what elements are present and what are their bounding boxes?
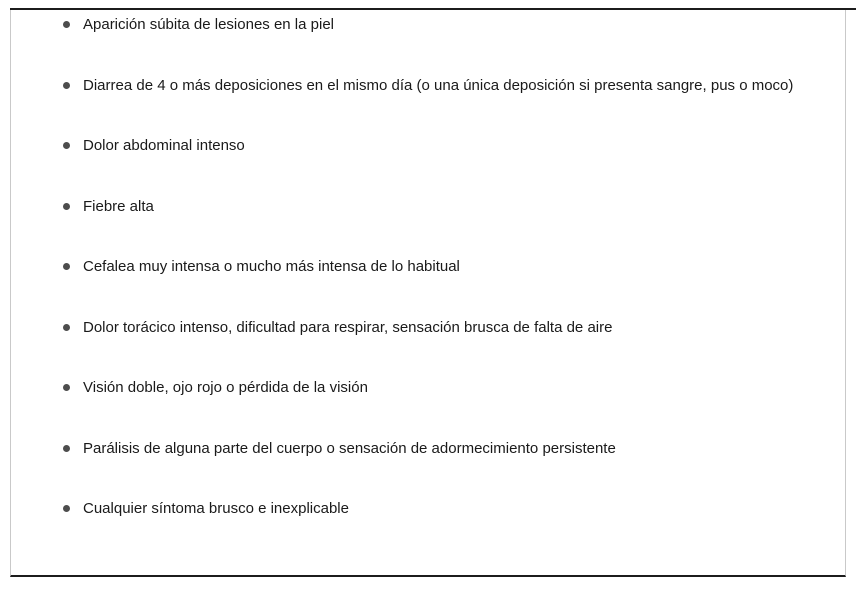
- list-item-text: Dolor torácico intenso, dificultad para respirar, sensación brusca de falta de aire: [83, 318, 613, 336]
- list-item-text: Fiebre alta: [83, 197, 154, 215]
- bullet-icon: [63, 263, 70, 270]
- list-item-text: Dolor abdominal intenso: [83, 137, 245, 154]
- list-item-text: Aparición súbita de lesiones en la piel: [83, 16, 334, 33]
- bullet-icon: [63, 445, 70, 452]
- list-item: [11, 257, 845, 277]
- list-item: [11, 197, 845, 217]
- bullet-icon: [63, 384, 70, 391]
- list-item: [11, 378, 845, 398]
- bullet-icon: [63, 324, 70, 331]
- list-item-text: Diarrea de 4 o más deposiciones en el mismo día (o una única deposición si presenta sangre, pus o moco): [83, 76, 794, 94]
- list-item: [11, 439, 845, 459]
- list-item-text: Cualquier síntoma brusco e inexplicable: [83, 500, 349, 517]
- list-item-text: Visión doble, ojo rojo o pérdida de la visión: [83, 379, 368, 396]
- bullet-icon: [63, 21, 70, 28]
- bullet-icon: [63, 82, 70, 89]
- list-item: [11, 136, 845, 156]
- list-item-text: Parálisis de alguna parte del cuerpo o sensación de adormecimiento persistente: [83, 439, 616, 457]
- symptom-list: [11, 10, 845, 519]
- list-item: [11, 499, 845, 519]
- list-item: [11, 15, 845, 35]
- bullet-icon: [63, 505, 70, 512]
- list-item: [11, 318, 845, 338]
- list-item-text: Cefalea muy intensa o mucho más intensa de lo habitual: [83, 258, 460, 275]
- bullet-icon: [63, 142, 70, 149]
- list-item: [11, 76, 845, 96]
- bullet-icon: [63, 203, 70, 210]
- symptom-box: [10, 10, 846, 577]
